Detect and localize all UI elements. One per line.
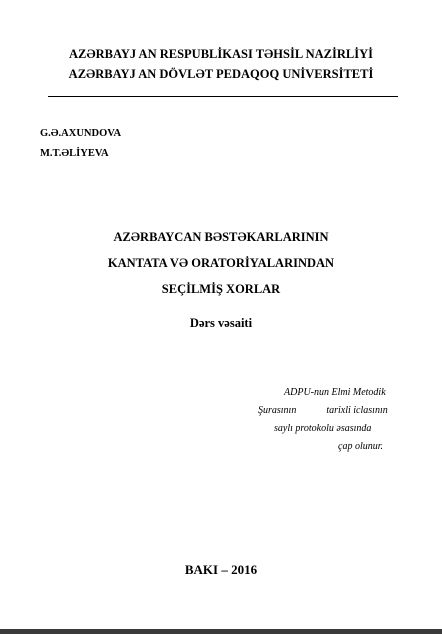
title-line-1: AZƏRBAYCAN BƏSTƏKARLARININ	[113, 230, 329, 244]
book-subtitle: Dərs vəsaiti	[189, 316, 253, 330]
title-line-2: KANTATA VƏ ORATORİYALARINDAN	[107, 256, 335, 270]
ministry-line-2: AZƏRBAYJ AN DÖVLƏT PEDAQOQ UNİVERSİTETİ	[68, 67, 374, 81]
approval-line-4: çap olunur.	[338, 441, 383, 452]
city-year: BAKI – 2016	[184, 562, 258, 577]
approval-line-1: ADPU-nun Elmi Metodik	[284, 387, 386, 398]
page-bottom-edge	[0, 629, 442, 634]
ministry-line-1: AZƏRBAYJ AN RESPUBLİKASI TƏHSİL NAZİRLİYİ	[69, 47, 373, 61]
author-2: M.T.ƏLİYEVA	[40, 148, 109, 159]
book-title	[0, 224, 442, 302]
authors-block	[40, 124, 121, 164]
title-line-3: SEÇİLMİŞ XORLAR	[161, 282, 281, 296]
approval-note	[240, 384, 400, 456]
approval-line-3: saylı protokolu əsasında	[274, 423, 372, 434]
author-1: G.Ə.AXUNDOVA	[40, 128, 122, 139]
header-divider	[48, 96, 398, 97]
approval-line-2: Şurasının tarixli iclasının	[258, 405, 388, 416]
ministry-header	[0, 44, 442, 84]
